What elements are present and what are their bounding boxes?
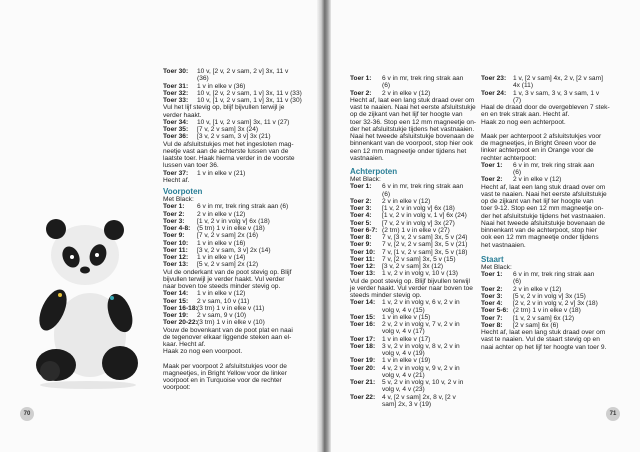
- instruction-row: [350, 365, 478, 372]
- page-number: 70: [20, 407, 34, 421]
- row-label: Toer 32:: [163, 89, 189, 97]
- instruction-row: [163, 312, 308, 319]
- row-label: [350, 401, 382, 408]
- row-label: Toer 3:: [163, 217, 185, 225]
- row-text: [2 v sam] 6x (6): [513, 321, 559, 329]
- row-text: [7 v, 2 v sam] 2x (16): [197, 232, 259, 240]
- instruction-row: [350, 249, 478, 256]
- instruction-row: [163, 319, 308, 326]
- row-text: 1 v, 2 v in volg v, 10 v (13): [382, 270, 458, 278]
- row-label: Toer 33:: [163, 97, 189, 104]
- row-label: Toer 16:: [350, 321, 376, 328]
- row-text: [3 v, 2 v sam] 3x (12): [382, 263, 444, 270]
- instruction-row: [350, 270, 478, 277]
- section-heading: Achterpoten: [350, 167, 398, 176]
- row-label: Toer 1:: [350, 75, 372, 82]
- row-text: (6): [513, 278, 522, 286]
- row-label: Toer 21:: [350, 379, 376, 386]
- instruction-row: [350, 241, 478, 248]
- row-label: Toer 14:: [163, 290, 189, 298]
- row-label: Toer 9:: [163, 232, 185, 240]
- row-label: Toer 2:: [481, 176, 503, 184]
- row-label: Toer 8:: [350, 234, 372, 241]
- row-text: 4x (11): [513, 82, 534, 90]
- row-text: [2 v, 2 v in volg v, 2 v] 3x (18): [513, 300, 598, 307]
- row-text: (6): [382, 190, 391, 198]
- section-sub: Met Black:: [481, 263, 512, 271]
- row-label: Toer 14:: [350, 299, 376, 307]
- instruction-row: [481, 307, 611, 314]
- row-text: sam] 2x, 3 v (19): [382, 400, 432, 408]
- right-page-column-2: [481, 75, 611, 351]
- row-label: Toer 4:: [481, 300, 503, 307]
- instruction-row: [350, 183, 478, 190]
- row-label: [350, 307, 382, 314]
- row-label: Toer 30:: [163, 68, 189, 75]
- row-label: Toer 18:: [350, 342, 376, 350]
- note: Vul de afsluitstukjes met het ingesloten mag- neetje vast aan de achterste lussen van de laatste toer. Haak hierna verder in de voorste lussen van toer 36.: [163, 140, 295, 170]
- instruction-row: [481, 293, 611, 300]
- row-text: 6 v in mr, trek ring strak aan: [513, 271, 595, 278]
- row-text: 1 v in elke v (21): [197, 169, 246, 177]
- note: Maak per achterpoot 2 afsluitstukjes voor de magneetjes, in Bright Green voor de linker achterpoot en in Orange voor de rechter achterpoot:: [481, 132, 602, 162]
- row-text: 2 v in elke v (12): [513, 285, 562, 293]
- row-text: (6): [382, 82, 391, 90]
- row-text: (36): [197, 75, 209, 83]
- note: Haal de draad door de overgebleven 7 stek- en en trek strak aan. Hecht af. Haak zo nog een achterpoot.: [481, 104, 610, 126]
- instruction-row: [481, 322, 611, 329]
- row-label: Toer 8:: [481, 321, 503, 329]
- instruction-row: [350, 336, 478, 343]
- book-spine: [317, 0, 331, 452]
- section-heading: Voorpoten: [163, 187, 203, 196]
- row-text: volg v, 4 v (21): [382, 371, 425, 379]
- row-text: 1 v, [2 v sam] 4x, 2 v, [2 v sam]: [513, 75, 603, 82]
- row-label: Toer 16-18:: [163, 304, 198, 312]
- instruction-row: [481, 315, 611, 322]
- row-text: 6 v in mr, trek ring strak aan: [513, 161, 595, 169]
- row-text: 1 v, 3 v sam, 3 v, 3 v sam, 1 v: [513, 89, 600, 97]
- row-label: Toer 3:: [481, 292, 503, 300]
- instruction-row: [350, 379, 478, 386]
- instruction-row: [350, 350, 478, 357]
- row-text: 2 v sam, 10 v (11): [197, 297, 250, 305]
- row-text: 6 v in mr, trek ring strak aan (6): [197, 203, 289, 211]
- row-text: 1 v, 2 v in volg v, 6 v, 2 v in: [382, 299, 460, 307]
- row-text: [7 v, 2 v in volg v] 3x (27): [382, 219, 455, 227]
- row-text: 7 v, [1 v, 2 v sam] 3x, 5 v (18): [382, 248, 468, 256]
- row-text: [1 v, 2 v in volg v, 1 v] 6x (24): [382, 212, 467, 220]
- row-label: Toer 20:: [350, 364, 376, 372]
- row-label: Toer 4-8:: [163, 225, 191, 232]
- left-page-column: [163, 68, 308, 392]
- row-text: [1 v, 2 v in volg v] 6x (18): [197, 217, 270, 225]
- row-label: Toer 23:: [481, 75, 507, 82]
- row-label: Toer 31:: [163, 82, 189, 90]
- row-text: (2 trn) 1 v in elke v (27): [382, 226, 450, 234]
- row-label: Toer 17:: [350, 335, 376, 343]
- row-text: (7): [513, 96, 522, 104]
- row-label: Toer 10:: [350, 248, 376, 256]
- row-label: Toer 12:: [350, 263, 376, 270]
- instruction-row: [481, 82, 611, 89]
- row-label: Toer 24:: [481, 89, 507, 97]
- row-text: 6 v in mr, trek ring strak aan: [382, 183, 464, 191]
- row-text: 1 v in elke v (16): [197, 239, 246, 247]
- row-label: [350, 191, 382, 198]
- row-label: [350, 82, 382, 89]
- note: Vouw de bovenkant van de poot plat en naai de tegenover elkaar liggende steken aan el- kaar. Hecht af. Haak zo nog een voorpoot.: [163, 326, 293, 356]
- row-text: 7 v, [3 v, 2 v sam] 3x, 5 v (24): [382, 234, 468, 241]
- instruction-row: [350, 299, 478, 306]
- row-label: Toer 2:: [350, 197, 372, 205]
- instruction-row: [163, 126, 308, 133]
- instruction-row: [163, 97, 308, 104]
- instruction-row: [350, 372, 478, 379]
- instruction-row: [163, 240, 308, 247]
- row-label: Toer 1:: [350, 183, 372, 191]
- row-label: Toer 10:: [163, 239, 189, 247]
- instruction-row: [481, 286, 611, 293]
- row-text: 6 v in mr, trek ring strak aan: [382, 75, 464, 82]
- instruction-row: [350, 198, 478, 205]
- instruction-row: [350, 314, 478, 321]
- instruction-row: [163, 254, 308, 261]
- row-text: [1 v, 2 v in volg v] 6x (18): [382, 205, 455, 212]
- instruction-row: [481, 278, 611, 285]
- instruction-row: [350, 386, 478, 393]
- row-text: [1 v, 2 v sam] 6x (12): [513, 314, 575, 322]
- note: Hecht af.: [163, 176, 190, 184]
- row-label: Toer 13:: [350, 270, 376, 278]
- instruction-row: [163, 218, 308, 225]
- instruction-row: [163, 247, 308, 254]
- instruction-row: [163, 83, 308, 90]
- row-label: Toer 19:: [350, 357, 376, 365]
- instruction-row: [163, 68, 308, 75]
- row-label: Toer 19:: [163, 312, 189, 319]
- row-label: Toer 34:: [163, 118, 189, 126]
- instruction-row: [481, 90, 611, 97]
- row-label: Toer 13:: [163, 261, 189, 269]
- row-text: 1 v in elke v (15): [382, 313, 431, 321]
- row-label: Toer 20-22:: [163, 319, 198, 327]
- row-text: 10 v, [2 v, 2 v sam, 2 v] 3x, 11 v: [197, 68, 289, 75]
- row-text: [3 v, 2 v sam, 3 v] 3x (21): [197, 133, 271, 141]
- instruction-row: [350, 205, 478, 212]
- row-label: Toer 5:: [350, 219, 372, 227]
- row-label: Toer 3:: [350, 205, 372, 212]
- instruction-row: [481, 176, 611, 183]
- row-text: 1 v in elke v (12): [197, 290, 246, 298]
- instruction-row: [481, 97, 611, 104]
- instruction-row: [163, 119, 308, 126]
- instruction-row: [163, 225, 308, 232]
- row-label: Toer 15:: [350, 313, 376, 321]
- instruction-row: [163, 133, 308, 140]
- row-text: 2 v in elke v (12): [197, 210, 246, 218]
- row-text: 1 v in elke v (19): [382, 357, 431, 365]
- instruction-row: [350, 401, 478, 408]
- section-sub: Met Black:: [163, 196, 194, 203]
- row-text: 1 v in elke v (36): [197, 82, 246, 90]
- row-label: Toer 36:: [163, 133, 189, 141]
- row-label: Toer 11:: [163, 246, 188, 254]
- instruction-row: [481, 75, 611, 82]
- instruction-row: [350, 357, 478, 364]
- note: Vul het lijf stevig op, blijf bijvullen terwijl je verder haakt.: [163, 104, 285, 119]
- row-text: (3 trn) 1 v in elke v (10): [197, 319, 265, 327]
- row-text: 10 v, [2 v, 2 v sam, 1 v] 3x, 11 v (33): [197, 89, 302, 97]
- row-text: 2 v in elke v (12): [382, 197, 431, 205]
- instruction-row: [350, 307, 478, 314]
- row-label: Toer 2:: [481, 285, 503, 293]
- row-label: Toer 2:: [163, 210, 185, 218]
- row-label: Toer 37:: [163, 169, 189, 177]
- instruction-row: [350, 75, 478, 82]
- instruction-row: [481, 271, 611, 278]
- row-label: Toer 22:: [350, 393, 376, 401]
- row-text: (6): [513, 169, 522, 176]
- instruction-row: [163, 170, 308, 177]
- note: Hecht af, laat een lang stuk draad over om vast te naaien. Naai het eerste afsluitstukje op de zijkant van het lijf ter hoogte van toer 32-36. Stop een 12 mm magneetje on- der het afsluitstukje tijdens het vastnaaien. Naai het tweede afsluitstukje bovenaan de binnenkant van de voorpoot, stop hier ook een 12 mm magneetje onder tijdens het vastnaaien.: [350, 96, 477, 162]
- row-label: Toer 11:: [350, 255, 375, 263]
- instruction-row: [350, 220, 478, 227]
- instruction-row: [350, 90, 478, 97]
- instruction-row: [350, 212, 478, 219]
- row-label: Toer 15:: [163, 297, 189, 305]
- instruction-row: [481, 300, 611, 307]
- row-text: volg v, 4 v (17): [382, 328, 425, 336]
- note: Hecht af, laat een lang stuk draad over om vast te naaien. Vul de staart stevig op en naai achter op het lijf ter hoogte van toer 9.: [481, 329, 607, 351]
- instruction-row: [350, 234, 478, 241]
- instruction-row: [350, 321, 478, 328]
- instruction-row: [481, 162, 611, 169]
- row-label: [481, 169, 513, 176]
- row-text: 4 v, [2 v sam] 2x, 8 v, [2 v: [382, 393, 456, 401]
- row-text: volg v, 4 v (19): [382, 350, 425, 357]
- row-text: 7 v, [2 v sam] 3x, 5 v (15): [382, 255, 456, 263]
- row-text: 3 v, 2 v in volg v, 8 v, 2 v in: [382, 342, 460, 350]
- row-label: Toer 2:: [350, 89, 372, 97]
- row-text: (3 trn) 1 v in elke v (11): [197, 304, 265, 312]
- row-label: [350, 328, 382, 335]
- panda-amigurumi-photo: [28, 215, 148, 390]
- row-label: Toer 1:: [481, 161, 503, 169]
- row-text: 1 v in elke v (14): [197, 254, 246, 261]
- row-label: [163, 75, 197, 82]
- row-label: Toer 5-6:: [481, 307, 509, 315]
- row-label: Toer 1:: [481, 271, 503, 278]
- row-text: [3 v, 2 v sam, 3 v] 2x (14): [197, 246, 271, 254]
- row-label: [481, 82, 513, 89]
- row-text: 2 v in elke v (12): [513, 176, 562, 184]
- row-text: (5 trn) 1 v in elke v (18): [197, 225, 265, 232]
- page-number: 71: [606, 407, 620, 421]
- row-text: volg v, 4 v (23): [382, 386, 425, 394]
- section-heading: Staart: [481, 254, 504, 264]
- right-page-column-1: [350, 75, 478, 408]
- instruction-row: [163, 203, 308, 210]
- instruction-row: [350, 227, 478, 234]
- row-text: [7 v, 2 v sam] 3x (24): [197, 126, 259, 133]
- row-text: 10 v, [1 v, 2 v sam] 3x, 11 v (27): [197, 118, 290, 126]
- note: Vul de onderkant van de poot stevig op. Blijf bijvullen terwijl je verder haakt. Vul verder naar boven toe steeds minder stevig op.: [163, 268, 292, 290]
- row-text: 2 v, 2 v in volg v, 7 v, 2 v in: [382, 321, 460, 328]
- instruction-row: [163, 290, 308, 297]
- row-text: (2 trn) 1 v in elke v (18): [513, 307, 581, 315]
- row-text: 1 v in elke v (17): [382, 335, 431, 343]
- row-text: 5 v, 2 v in volg v, 10 v, 2 v in: [382, 379, 464, 386]
- row-label: Toer 4:: [350, 212, 372, 220]
- instruction-row: [163, 305, 308, 312]
- note: Maak per voorpoot 2 afsluitstukjes voor de magneetjes, in Bright Yellow voor de linker voorpoot en in Turquoise voor de rechter voorpoot:: [163, 362, 287, 392]
- row-label: [350, 350, 382, 357]
- instruction-row: [350, 263, 478, 270]
- row-text: volg v, 4 v (15): [382, 306, 425, 314]
- row-text: 2 v in elke v (12): [382, 89, 431, 97]
- instruction-row: [163, 261, 308, 268]
- note: Vul de poot stevig op. Blijf bijvullen terwijl je verder haakt. Vul verder naar boven toe steeds minder stevig op.: [350, 277, 473, 299]
- row-text: [5 v, 2 v in volg v] 3x (15): [513, 292, 586, 300]
- row-label: [350, 386, 382, 393]
- row-label: Toer 9:: [350, 241, 372, 249]
- row-text: 10 v, [1 v, 2 v sam, 1 v] 3x, 11 v (30): [197, 97, 302, 104]
- instruction-row: [163, 232, 308, 239]
- row-text: 4 v, 2 v in volg v, 9 v, 2 v in: [382, 364, 460, 372]
- row-label: Toer 35:: [163, 126, 189, 133]
- row-text: 2 v sam, 9 v (10): [197, 312, 247, 319]
- instruction-row: [350, 82, 478, 89]
- row-label: Toer 12:: [163, 254, 189, 261]
- row-label: Toer 7:: [481, 314, 503, 322]
- instruction-row: [481, 169, 611, 176]
- instruction-row: [350, 328, 478, 335]
- note: Hecht af, laat een lang stuk draad over om vast te naaien. Naai het eerste afsluitstukje op de zijkant van het lijf ter hoogte van toer 9-12. Stop een 12 mm magneetje on- der het afsluitstukje tijdens het vastnaaien. Naai het tweede afsluitstukje bovenaan de binnenkant van de achterpoot, stop hier ook een 12 mm magneetje onder tijdens het vastnaaien.: [481, 183, 607, 249]
- row-label: [350, 372, 382, 379]
- instruction-row: [163, 75, 308, 82]
- instruction-row: [163, 211, 308, 218]
- row-label: [481, 278, 513, 285]
- section-sub: Met Black:: [350, 176, 381, 183]
- instruction-row: [350, 343, 478, 350]
- row-label: Toer 1:: [163, 203, 185, 211]
- instruction-row: [350, 394, 478, 401]
- row-text: [5 v, 2 v sam] 2x (12): [197, 261, 259, 269]
- row-label: Toer 6-7:: [350, 226, 378, 234]
- instruction-row: [163, 90, 308, 97]
- instruction-row: [350, 256, 478, 263]
- instruction-row: [163, 298, 308, 305]
- instruction-row: [350, 191, 478, 198]
- row-label: [481, 97, 513, 104]
- row-text: 7 v, [2 v, 2 v sam] 3x, 5 v (21): [382, 241, 468, 249]
